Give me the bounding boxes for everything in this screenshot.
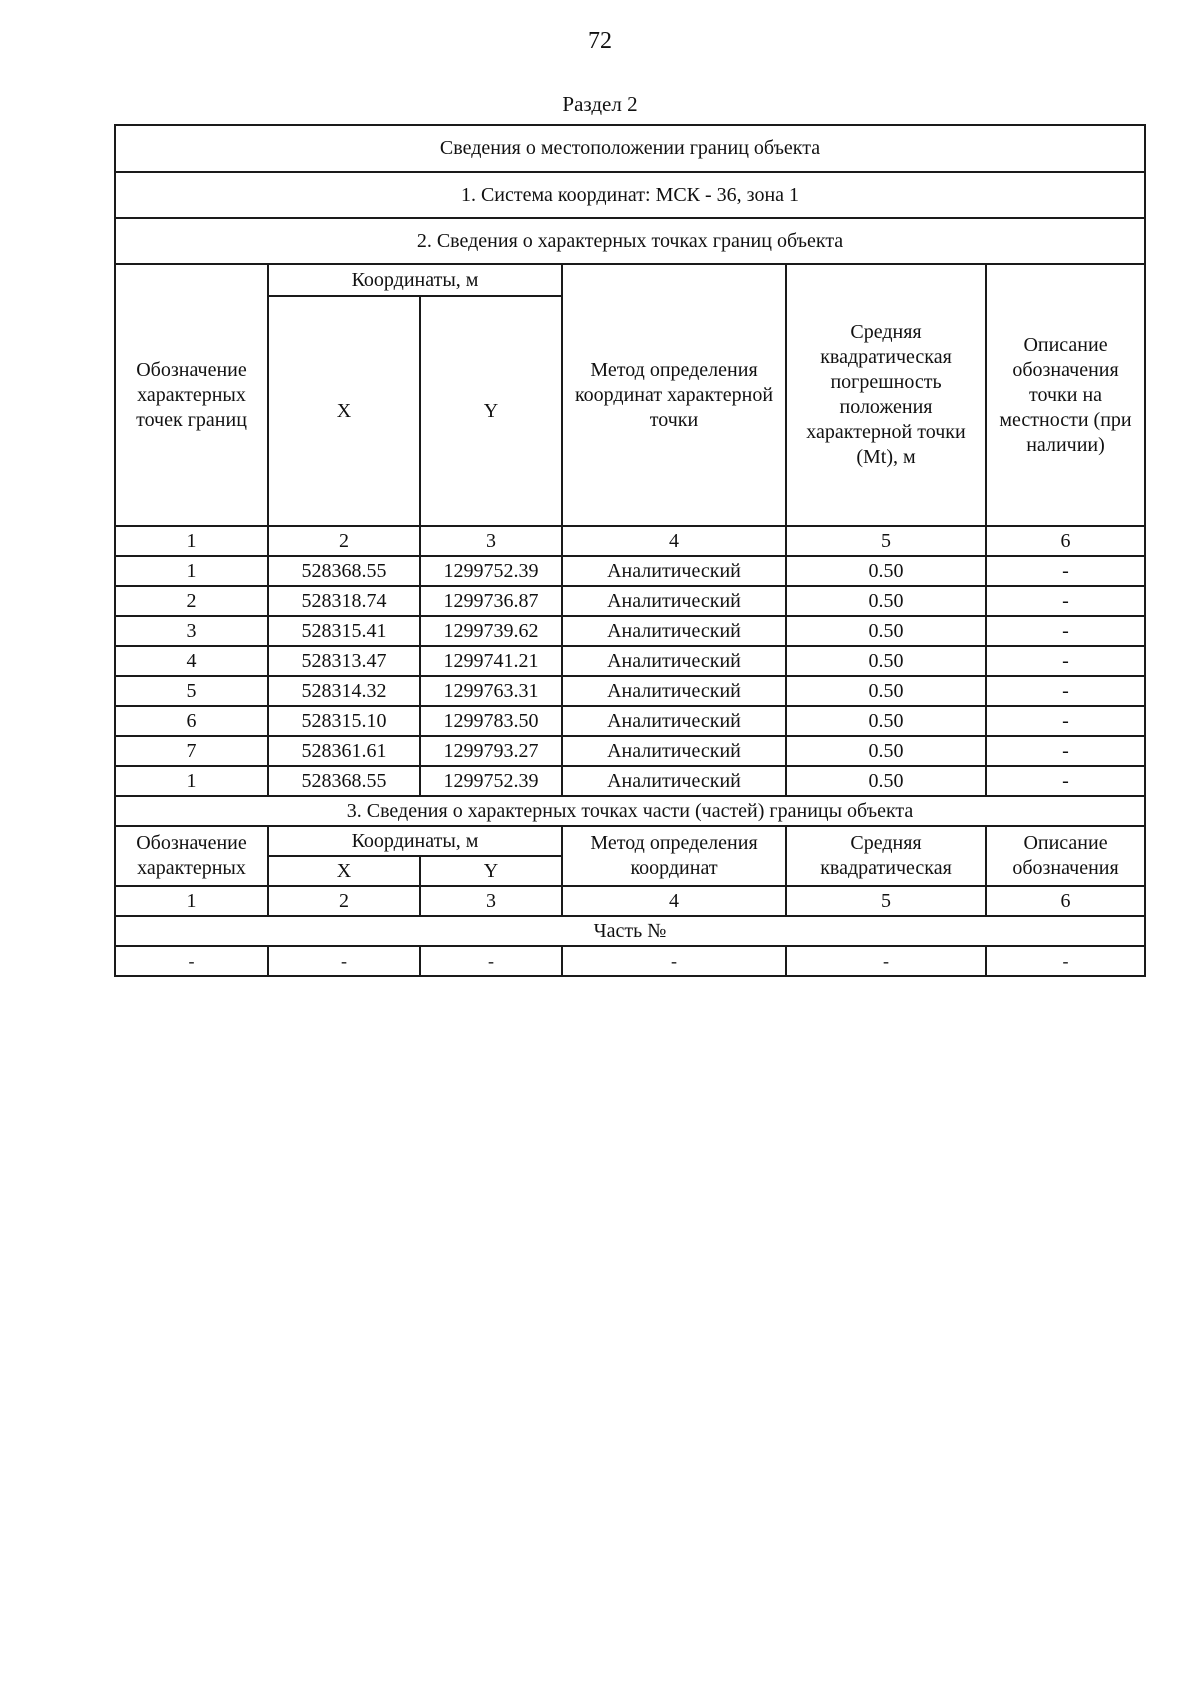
error-value: 0.50 <box>786 706 986 736</box>
col-number: 3 <box>420 526 562 556</box>
header-description: Описание обозначения точки на местности (при наличии) <box>986 264 1145 526</box>
point-id: 5 <box>115 676 268 706</box>
method: Аналитический <box>562 646 786 676</box>
header-coordinates: Координаты, м <box>268 264 562 296</box>
table-row <box>115 646 1145 676</box>
col-number: 5 <box>786 886 986 916</box>
table-title: Сведения о местоположении границ объекта <box>115 125 1145 172</box>
empty-cell: - <box>115 946 268 976</box>
part-header-designation-line2: характерных <box>137 857 246 879</box>
method: Аналитический <box>562 676 786 706</box>
empty-cell: - <box>986 946 1145 976</box>
coord-y: 1299793.27 <box>420 736 562 766</box>
point-id: 3 <box>115 616 268 646</box>
part-column-number-row <box>115 886 1145 916</box>
description: - <box>986 766 1145 796</box>
coord-y: 1299763.31 <box>420 676 562 706</box>
header-x: X <box>268 296 420 526</box>
header-method: Метод определения координат характерной точки <box>562 264 786 526</box>
part-header-error-line2: квадратическая <box>820 857 952 879</box>
method: Аналитический <box>562 766 786 796</box>
error-value: 0.50 <box>786 556 986 586</box>
table-row <box>115 586 1145 616</box>
point-id: 4 <box>115 646 268 676</box>
coord-y: 1299736.87 <box>420 586 562 616</box>
part-header-description <box>986 826 1145 886</box>
description: - <box>986 616 1145 646</box>
col-number: 4 <box>562 886 786 916</box>
coordinate-system: 1. Система координат: МСК - 36, зона 1 <box>115 172 1145 218</box>
col-number: 2 <box>268 526 420 556</box>
section-label: Раздел 2 <box>562 92 638 116</box>
description: - <box>986 676 1145 706</box>
col-number: 2 <box>268 886 420 916</box>
empty-cell: - <box>420 946 562 976</box>
description: - <box>986 556 1145 586</box>
part-header-error <box>786 826 986 886</box>
empty-cell: - <box>562 946 786 976</box>
boundary-table <box>114 124 1146 977</box>
part-header-method <box>562 826 786 886</box>
description: - <box>986 586 1145 616</box>
error-value: 0.50 <box>786 676 986 706</box>
table-row <box>115 706 1145 736</box>
coord-x: 528368.55 <box>268 556 420 586</box>
part-header-x: X <box>268 856 420 886</box>
col-number: 6 <box>986 526 1145 556</box>
point-id: 7 <box>115 736 268 766</box>
header-error: Средняя квадратическая погрешность положения характерной точки (Mt), м <box>786 264 986 526</box>
coord-y: 1299752.39 <box>420 766 562 796</box>
coord-x: 528313.47 <box>268 646 420 676</box>
method: Аналитический <box>562 706 786 736</box>
empty-cell: - <box>268 946 420 976</box>
table-row <box>115 616 1145 646</box>
part-header-error-line1: Средняя <box>850 832 922 854</box>
column-number-row <box>115 526 1145 556</box>
part-header-description-line1: Описание <box>1023 832 1108 854</box>
col-number: 1 <box>115 526 268 556</box>
header-y: Y <box>420 296 562 526</box>
method: Аналитический <box>562 556 786 586</box>
part-header-y: Y <box>420 856 562 886</box>
description: - <box>986 646 1145 676</box>
col-number: 1 <box>115 886 268 916</box>
part-header-designation <box>115 826 268 886</box>
point-id: 2 <box>115 586 268 616</box>
header-designation: Обозначение характерных точек границ <box>115 264 268 526</box>
coord-x: 528315.10 <box>268 706 420 736</box>
part-header-method-line2: координат <box>630 857 718 879</box>
table-row <box>115 676 1145 706</box>
method: Аналитический <box>562 586 786 616</box>
coord-x: 528315.41 <box>268 616 420 646</box>
coord-x: 528318.74 <box>268 586 420 616</box>
method: Аналитический <box>562 616 786 646</box>
coord-x: 528368.55 <box>268 766 420 796</box>
coord-y: 1299752.39 <box>420 556 562 586</box>
section2-heading: 2. Сведения о характерных точках границ объекта <box>115 218 1145 264</box>
coord-x: 528314.32 <box>268 676 420 706</box>
coord-y: 1299739.62 <box>420 616 562 646</box>
point-id: 6 <box>115 706 268 736</box>
col-number: 5 <box>786 526 986 556</box>
table-row <box>115 766 1145 796</box>
section3-heading: 3. Сведения о характерных точках части (частей) границы объекта <box>115 796 1145 826</box>
part-header-coordinates: Координаты, м <box>268 826 562 856</box>
error-value: 0.50 <box>786 766 986 796</box>
table-row <box>115 946 1145 976</box>
description: - <box>986 706 1145 736</box>
error-value: 0.50 <box>786 646 986 676</box>
part-header-method-line1: Метод определения <box>590 832 758 854</box>
method: Аналитический <box>562 736 786 766</box>
coord-y: 1299783.50 <box>420 706 562 736</box>
part-number-label: Часть № <box>115 916 1145 946</box>
description: - <box>986 736 1145 766</box>
col-number: 3 <box>420 886 562 916</box>
coord-y: 1299741.21 <box>420 646 562 676</box>
error-value: 0.50 <box>786 586 986 616</box>
part-header-description-line2: обозначения <box>1012 857 1119 879</box>
col-number: 4 <box>562 526 786 556</box>
col-number: 6 <box>986 886 1145 916</box>
coord-x: 528361.61 <box>268 736 420 766</box>
point-id: 1 <box>115 556 268 586</box>
table-row <box>115 736 1145 766</box>
point-id: 1 <box>115 766 268 796</box>
error-value: 0.50 <box>786 736 986 766</box>
empty-cell: - <box>786 946 986 976</box>
part-header-designation-line1: Обозначение <box>136 832 247 854</box>
table-row <box>115 556 1145 586</box>
error-value: 0.50 <box>786 616 986 646</box>
page-number: 72 <box>588 28 612 54</box>
